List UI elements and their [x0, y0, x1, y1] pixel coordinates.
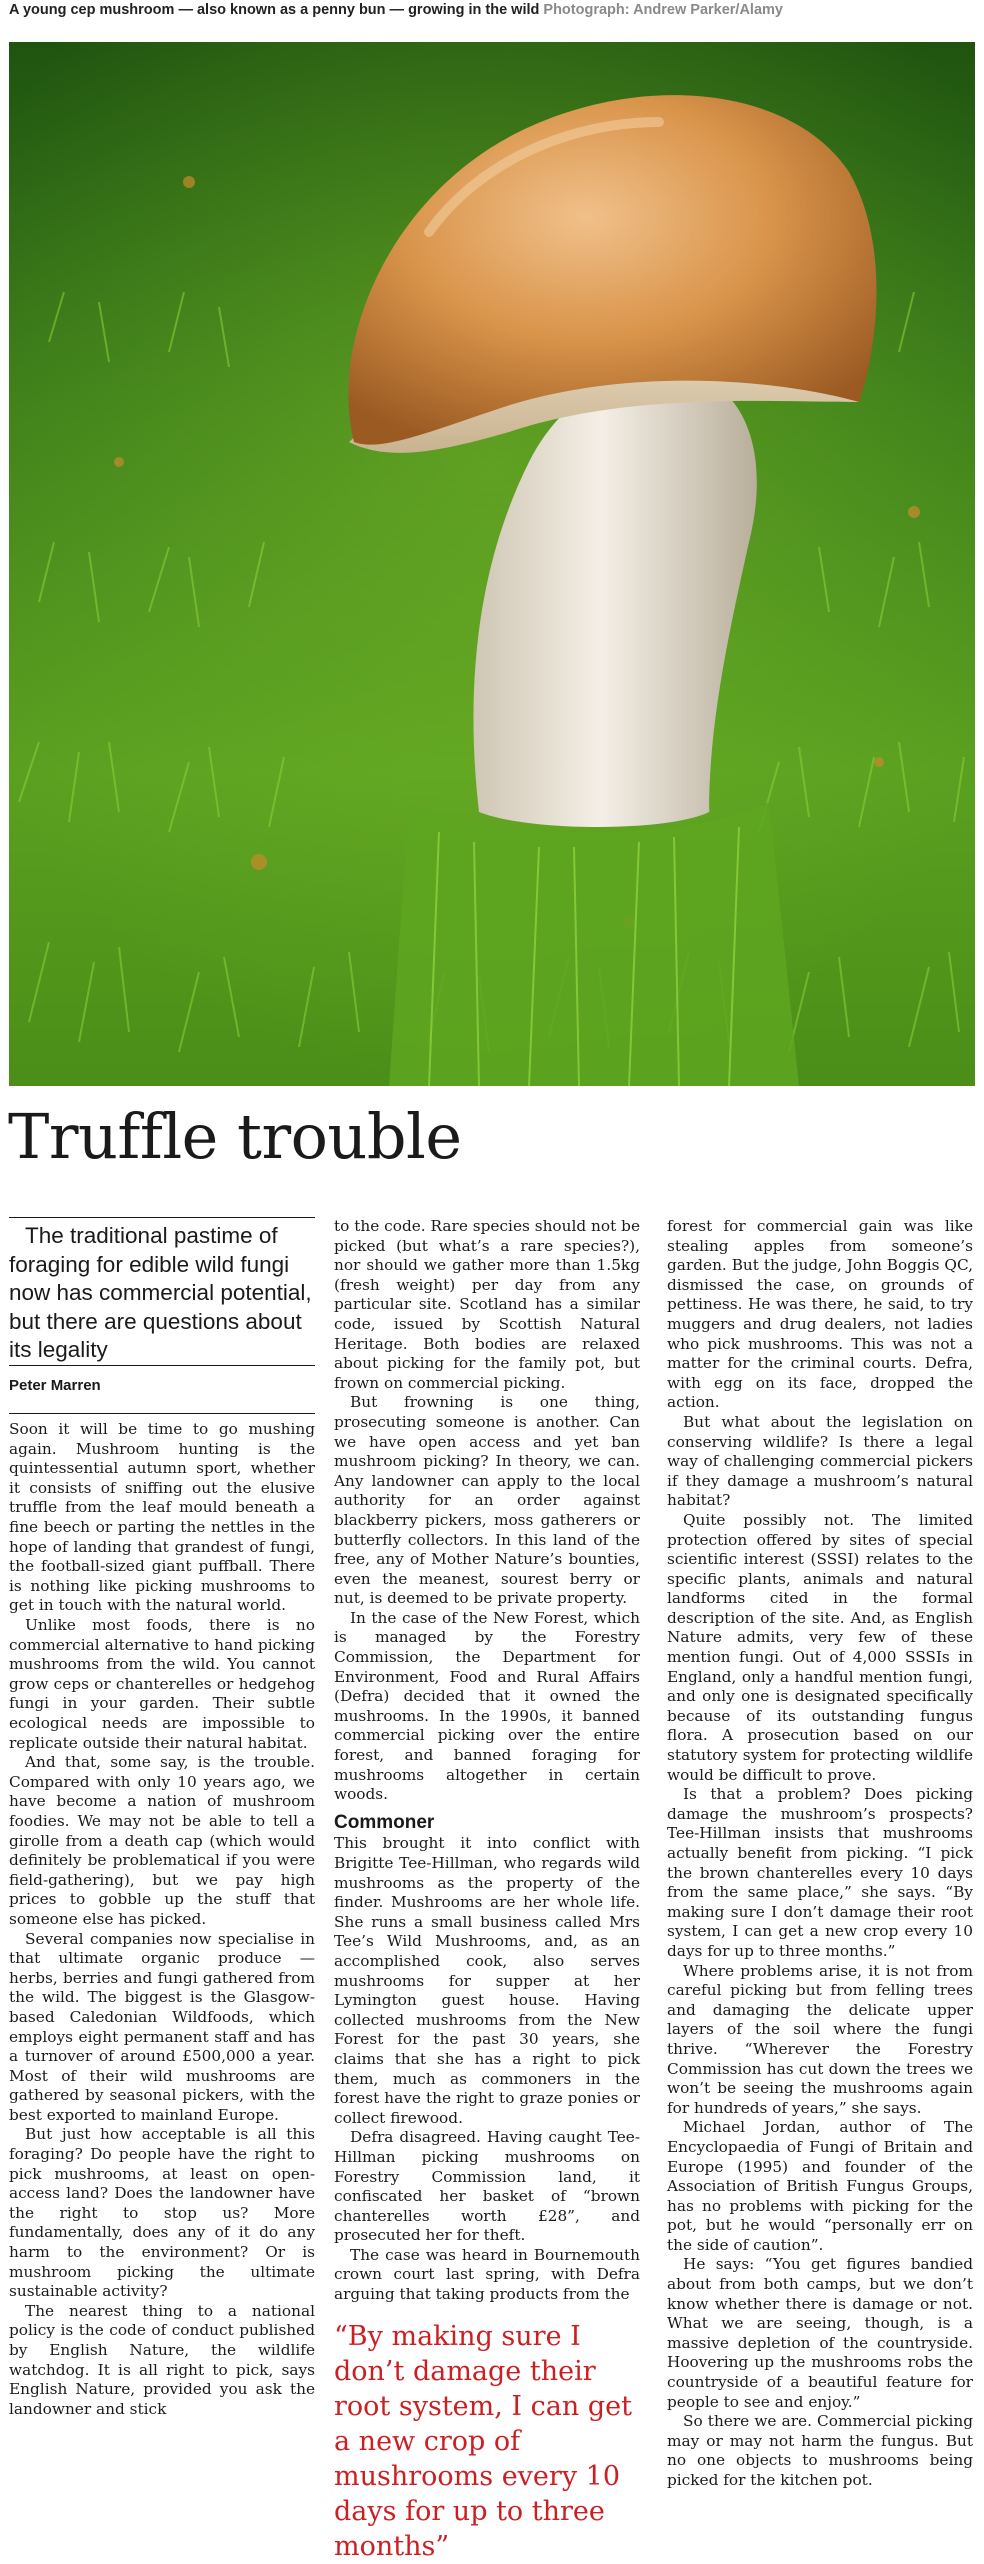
photo-credit: Photograph: Andrew Parker/Alamy	[543, 2, 783, 18]
paragraph: But just how acceptable is all this foraging? Do people have the right to pick mushrooms, at least on open-access land? Does the landowner have the right to stop us? More fundamentally, does any of it do any harm to the environment? Or is mushroom picking the ultimate sustainable activity?	[9, 2125, 315, 2301]
paragraph: But what about the legislation on conserving wildlife? Is there a legal way of challenging commercial pickers if they damage a mushroom’s natural habitat?	[667, 1412, 973, 1510]
paragraph: Soon it will be time to go mushing again. Mushroom hunting is the quintessential autumn sport, whether it consists of sniffing out the elusive truffle from the leaf mould beneath a fine beech or parting the nettles in the hope of landing that grandest of fungi, the football-sized giant puffball. There is nothing like picking mushrooms to get in touch with the natural world.	[9, 1420, 315, 1615]
paragraph: Several companies now specialise in that ultimate organic produce — herbs, berries and fungi gathered from the wild. The biggest is the Glasgow-based Caledonian Wildfoods, which employs eight permanent staff and has a turnover of around £500,000 a year. Most of their wild mushrooms are gathered by seasonal pickers, with the best exported to mainland Europe.	[9, 1929, 315, 2124]
paragraph: to the code. Rare species should not be picked (but what’s a rare species?), nor should we gather more than 1.5kg (fresh weight) per day from any particular site. Scotland has a similar code, issued by Scottish Natural Heritage. Both bodies are relaxed about picking for the family pot, but frown on commercial picking.	[334, 1217, 640, 1392]
paragraph: Is that a problem? Does picking damage the mushroom’s prospects? Tee-Hillman insists that mushrooms actually benefit from picking. “I pick the brown chanterelles every 10 days from the same place,” she says. “By making sure I don’t damage their root system, I can get a new crop every 10 days for up to three months.”	[667, 1785, 973, 1960]
paragraph: Unlike most foods, there is no commercial alternative to hand picking mushrooms from the wild. You cannot grow ceps or chanterelles or hedgehog fungi in your garden. Their subtle ecological needs are impossible to replicate outside their natural habitat.	[9, 1616, 315, 1752]
column-2	[334, 1217, 640, 2564]
paragraph: The case was heard in Bournemouth crown court last spring, with Defra arguing that taking products from the	[334, 2245, 640, 2304]
paragraph: And that, some say, is the trouble. Compared with only 10 years ago, we have become a nation of mushroom foodies. We may not be able to tell a girolle from a death cap (which would definitely be problematical if you were field-gathering), but we pay high prices to gobble up the stuff that someone else has picked.	[9, 1753, 315, 1928]
column-3	[667, 1217, 973, 2491]
pull-quote: “By making sure I don’t damage their root system, I can get a new crop of mushrooms every 10 days for up to three months”	[334, 2320, 632, 2562]
paragraph: He says: “You get figures bandied about from both camps, but we don’t know whether there is damage or not. What we are seeing, though, is a massive depletion of the countryside. Hoovering up the mushrooms robs the countryside of a beautiful feature for people to see and enjoy.”	[667, 2255, 973, 2411]
paragraph: The nearest thing to a national policy is the code of conduct published by English Nature, the wildlife watchdog. It is all right to pick, says English Nature, provided you ask the landowner and stick	[9, 2301, 315, 2418]
caption-text: A young cep mushroom — also known as a penny bun — growing in the wild	[9, 2, 540, 18]
headline: Truffle trouble	[8, 1100, 462, 1173]
paragraph: Defra disagreed. Having caught Tee-Hillman picking mushrooms on Forestry Commission land, it confiscated her basket of “brown chanterelles worth £28”, and prosecuted her for theft.	[334, 2128, 640, 2245]
paragraph: But frowning is one thing, prosecuting someone is another. Can we have open access and yet ban mushroom picking? In theory, we can. Any landowner can apply to the local authority for an order against blackberry pickers, moss gatherers or butterfly collectors. In this land of the free, any of Mother Nature’s bounties, even the meanest, sourest berry or nut, is deemed to be private property.	[334, 1393, 640, 1608]
paragraph: Where problems arise, it is not from careful picking but from felling trees and damaging the delicate upper layers of the soil where the fungi thrive. “Wherever the Forestry Commission has cut down the trees we won’t be seeing the mushrooms again for hundreds of years,” she says.	[667, 1961, 973, 2117]
mushroom-illustration	[9, 42, 975, 1086]
paragraph: forest for commercial gain was like stealing apples from someone’s garden. But the judge, John Boggis QC, dismissed the case, on grounds of pettiness. He was there, he said, to try muggers and drug dealers, not ladies who pick mushrooms. This was not a matter for the criminal courts. Defra, with egg on its face, dropped the action.	[667, 1217, 973, 1412]
paragraph: This brought it into conflict with Brigitte Tee-Hillman, who regards wild mushrooms as the property of the finder. Mushrooms are her whole life. She runs a small business called Mrs Tee’s Wild Mushrooms, and, as an accomplished cook, also serves mushrooms for supper at her Lymington guest house. Having collected mushrooms from the New Forest for the past 30 years, she claims that she has a right to pick them, much as commoners in the forest have the right to graze ponies or collect firewood.	[334, 1834, 640, 2127]
paragraph: Michael Jordan, author of The Encyclopaedia of Fungi of Britain and Europe (1995) and founder of the Association of British Fungus Groups, has no problems with picking for the pot, but he would “personally err on the side of caution”.	[667, 2118, 973, 2254]
subheading: Commoner	[334, 1811, 435, 1833]
paragraph: So there we are. Commercial picking may or may not harm the fungus. But no one objects to mushrooms being picked for the kitchen pot.	[667, 2412, 973, 2489]
column-1	[9, 1217, 315, 2419]
byline: Peter Marren	[9, 1365, 315, 1415]
standfirst: The traditional pastime of foraging for edible wild fungi now has commercial potential, but there are questions about its legality	[9, 1217, 315, 1365]
photo-caption	[9, 2, 975, 18]
paragraph: In the case of the New Forest, which is managed by the Forestry Commission, the Department for Environment, Food and Rural Affairs (Defra) decided that it owned the mushrooms. In the 1990s, it banned commercial picking over the entire forest, and banned foraging for mushrooms altogether in certain woods.	[334, 1608, 640, 1804]
mushroom-photo	[9, 42, 975, 1086]
paragraph: Quite possibly not. The limited protection offered by sites of special scientific interest (SSSI) relates to the specific plants, animals and natural landforms cited in the formal description of the site. And, as English Nature admits, very few of these mention fungi. Out of 4,000 SSSIs in England, only a handful mention fungi, and only one is designated specifically because of its outstanding fungus flora. A prosecution based on our statutory system for protecting wildlife would be difficult to prove.	[667, 1510, 973, 1784]
